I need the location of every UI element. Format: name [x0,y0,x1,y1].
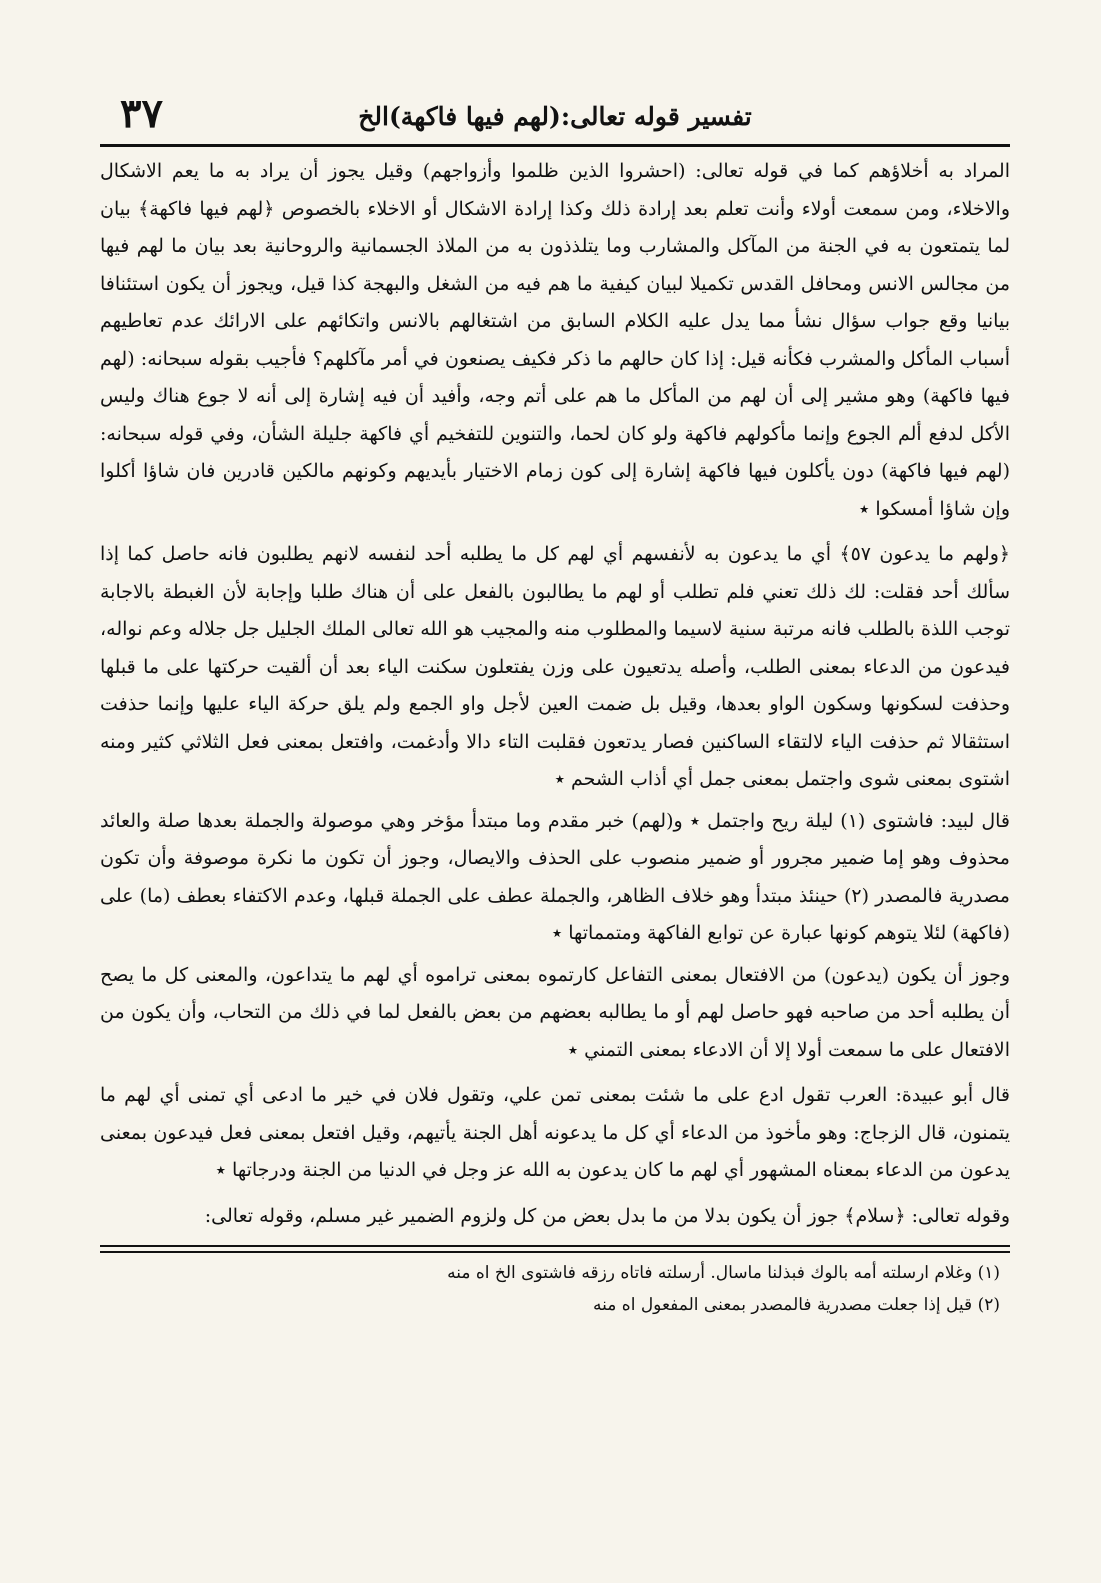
page [100,90,1010,1321]
paragraph: قال أبو عبيدة: العرب تقول ادع على ما شئت بمعنى تمن علي، وتقول فلان في خير ما ادعى أي تمنى أي لهم ما يتمنون، قال الزجاج: وهو مأخوذ من الدعاء أي كل ما يدعونه أهل الجنة يأتيهم، وقيل افتعل بمعنى فعل فيدعون بمعنى يدعون من الدعاء بمعناه المشهور أي لهم ما كان يدعون به الله عز وجل في الدنيا من الجنة ودرجاتها ٭ [100,1084,1010,1181]
footnotes [100,1257,1010,1321]
main-text [100,153,1010,1235]
paragraph: وقوله تعالى: ﴿سلام﴾ جوز أن يكون بدلا من ما بدل بعض من كل ولزوم الضمير غير مسلم، وقوله تعالى: [204,1204,1010,1227]
running-title: تفسير قوله تعالى:(لهم فيها فاكهة)الخ [358,101,752,131]
page-number: ٣٧ [120,90,163,137]
divider [100,1251,1010,1253]
paragraph: المراد به أخلاؤهم كما في قوله تعالى: (احشروا الذين ظلموا وأزواجهم) وقيل يجوز أن يراد به ما يعم الاشكال والاخلاء، ومن سمعت أولاء وأنت تعلم بعد إرادة ذلك وكذا إرادة الاشكال أو الاخلاء بالخصوص ﴿لهم فيها فاكهة﴾ بيان لما يتمتعون به في الجنة من المآكل والمشارب وما يتلذذون به من الملاذ الجسمانية والروحانية بعد بيان ما لهم فيها من مجالس الانس ومحافل القدس تكميلا لبيان كيفية ما هم فيه من الشغل والبهجة كذا قيل، ويجوز أن يكون استئنافا بيانيا وقع جواب سؤال نشأ مما يدل عليه الكلام السابق من اشتغالهم بالانس واتكائهم على الارائك عدم تعاطيهم أسباب المأكل والمشرب فكأنه قيل: إذا كان حالهم ما ذكر فكيف يصنعون في أمر مآكلهم؟ فأجيب بقوله سبحانه: (لهم فيها فاكهة) وهو مشير إلى أن لهم من المأكل ما هم على أتم وجه، وأفيد أن فيه إشارة إلى أنه لا جوع هناك وليس الأكل لدفع ألم الجوع وإنما مأكولهم فاكهة ولو كان لحما، والتنوين للتفخيم أي فاكهة جليلة الشأن، وفي قوله سبحانه: (لهم فيها فاكهة) دون يأكلون فيها فاكهة إشارة إلى كون زمام الاختيار بأيديهم وكونهم مالكين قادرين فان شاؤا أكلوا وإن شاؤا أمسكوا ٭ [100,160,1010,520]
footnote-separator [100,1245,1010,1253]
paragraph: قال لبيد: فاشتوى (١) ليلة ريح واجتمل ٭ و(لهم) خبر مقدم وما مبتدأ مؤخر وهي موصولة والجملة بعدها صلة والعائد محذوف وهو إما ضمير مجرور أو ضمير منصوب على الحذف والايصال، وجوز أن تكون ما نكرة موصوفة وأن تكون مصدرية فالمصدر (٢) حينئذ مبتدأ وهو خلاف الظاهر، والجملة عطف على الجملة قبلها، وعدم الاكتفاء بعطف (ما) على (فاكهة) لئلا يتوهم كونها عبارة عن توابع الفاكهة ومتمماتها ٭ [100,809,1010,944]
divider [100,1245,1010,1247]
header-rule [100,144,1010,147]
paragraph: ﴿ولهم ما يدعون ٥٧﴾ أي ما يدعون به لأنفسهم أي لهم كل ما يطلبه أحد لنفسه لانهم يطلبون فانه حاصل كما إذا سألك أحد فقلت: لك ذلك تعني فلم تطلب أو لهم ما يطالبون بالفعل على أن هناك طلبا وإجابة لأن الغبطة بالاجابة توجب اللذة بالطلب فانه مرتبة سنية لاسيما والمطلوب منه والمجيب هو الله تعالى الملك الجليل جل جلاله وعم نواله، فيدعون من الدعاء بمعنى الطلب، وأصله يدتعيون على وزن يفتعلون سكنت الياء بعد أن ألقيت حركتها على ما قبلها وحذفت لسكونها وسكون الواو بعدها، وقيل بل ضمت العين لأجل واو الجمع ولم يلق حركة الياء عليها وإنما حذفت استثقالا ثم حذفت الياء لالتقاء الساكنين فصار يدتعون فقلبت التاء دالا وأدغمت، وافتعل بمعنى فعل الثلاثي كثير ومنه اشتوى بمعنى شوى واجتمل بمعنى جمل أي أذاب الشحم ٭ [100,543,1010,790]
page-header [100,90,1010,142]
footnote: (١) وغلام ارسلته أمه بالوك فبذلنا ماسال. أرسلته فاتاه رزقه فاشتوى الخ اه منه [447,1263,1000,1283]
paragraph: وجوز أن يكون (يدعون) من الافتعال بمعنى التفاعل كارتموه بمعنى تراموه أي لهم ما يتداعون، والمعنى كل ما يصح أن يطلبه أحد من صاحبه فهو حاصل لهم أو ما يطالبه بعضهم من بعض بالفعل لما في ذلك من التحاب، وأن يكون من الافتعال على ما سمعت أولا إلا أن الادعاء بمعنى التمني ٭ [100,963,1010,1061]
footnote: (٢) قيل إذا جعلت مصدرية فالمصدر بمعنى المفعول اه منه [593,1295,1000,1315]
